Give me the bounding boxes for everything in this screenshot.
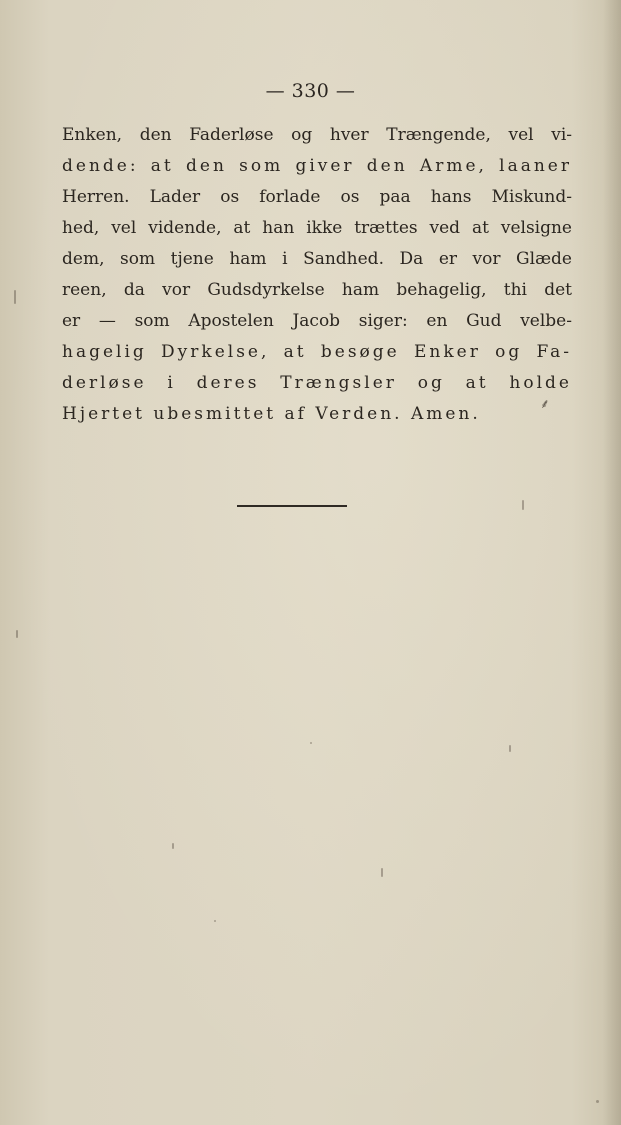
- text-line: reen, da vor Gudsdyrkelse ham behagelig, thi det: [62, 280, 572, 300]
- paper-speck: [16, 630, 18, 638]
- text-line: Hjertet ubesmittet af Verden. Amen.: [62, 404, 481, 424]
- paper-speck: [172, 843, 174, 849]
- paper-speck: [310, 742, 312, 744]
- paper-speck: [522, 500, 524, 510]
- paper-speck: [596, 1100, 599, 1103]
- text-line: dende: at den som giver den Arme, laaner: [62, 156, 572, 176]
- page-number: — 330 —: [265, 80, 356, 102]
- paper-speck: [509, 745, 511, 752]
- ornament-icon: ⸙: [540, 397, 550, 412]
- section-divider: [237, 505, 347, 507]
- paper-speck: [14, 290, 16, 304]
- paper-speck: [381, 868, 383, 877]
- text-line: dem, som tjene ham i Sandhed. Da er vor Glæde: [62, 249, 572, 269]
- text-line: Herren. Lader os forlade os paa hans Miskund-: [62, 187, 572, 207]
- text-line: hagelig Dyrkelse, at besøge Enker og Fa-: [62, 342, 572, 362]
- body-text: [62, 120, 572, 430]
- paper-speck: [214, 920, 216, 922]
- text-line: hed, vel vidende, at han ikke trættes ved at velsigne: [62, 218, 572, 238]
- text-line: Enken, den Faderløse og hver Trængende, vel vi-: [62, 125, 572, 145]
- page-edge-shadow: [603, 0, 621, 1125]
- text-line: er — som Apostelen Jacob siger: en Gud velbe-: [62, 311, 572, 331]
- text-line: derløse i deres Trængsler og at holde: [62, 373, 572, 393]
